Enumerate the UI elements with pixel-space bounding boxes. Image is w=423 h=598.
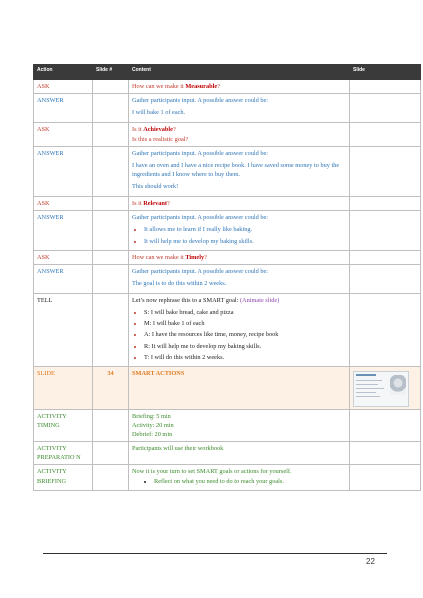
row-action: ACTIVITY PREPARATIO N <box>34 442 93 465</box>
row-action: ASK <box>34 80 93 94</box>
header-slide: Slide <box>350 65 421 80</box>
row-slide-number <box>93 94 129 123</box>
row-slide-image <box>350 264 421 293</box>
list-item: • T: I will do this within 2 weeks. <box>144 353 346 362</box>
row-content: Is it Achievable? Is this a realistic goal? <box>129 123 350 146</box>
table-row <box>34 465 421 490</box>
row-content: Briefing: 5 min Activity: 20 min Debrief: 20 min <box>129 409 350 441</box>
table-row <box>34 211 421 250</box>
list-item: • It will help me to develop my baking skills. <box>144 237 346 246</box>
header-content: Content <box>129 65 350 80</box>
list-item: • Reflect on what you need to do to reach your goals. <box>154 477 346 486</box>
table-row <box>34 264 421 293</box>
list-item: • It allows me to learn if I really like baking. <box>144 225 346 234</box>
row-slide-image <box>350 197 421 211</box>
row-slide-number <box>93 146 129 197</box>
row-action: ANSWER <box>34 94 93 123</box>
row-content: Gather participants input. A possible answer could be: I have an oven and I have a nice recipe book. I have saved some money to buy the ingredients and I know where to buy them. This should work! <box>129 146 350 197</box>
table-row <box>34 294 421 367</box>
table-row <box>34 442 421 465</box>
row-content: Participants will use their workbook <box>129 442 350 465</box>
page-number: 22 <box>366 557 375 566</box>
table-row <box>34 146 421 197</box>
row-content: Let’s now rephrase this to a SMART goal: (Animate slide) • S: I will bake bread, cake and pizza • M: I will bake 1 of each • A: I have the resources like time, money, recipe book • R: It will help me to develop my baking skills. • T: I will do this within 2 weeks. <box>129 294 350 367</box>
row-slide-number <box>93 465 129 490</box>
header-action: Action <box>34 65 93 80</box>
table-row <box>34 250 421 264</box>
row-slide-number <box>93 294 129 367</box>
row-content: Now it is your turn to set SMART goals or actions for yourself. • Reflect on what you need to do to reach your goals. <box>129 465 350 490</box>
row-slide-image <box>350 366 421 409</box>
row-content: Is it Relevant? <box>129 197 350 211</box>
row-slide-number <box>93 409 129 441</box>
table-row <box>34 80 421 94</box>
smart-goal-list <box>132 308 346 362</box>
slide-thumbnail <box>353 371 409 407</box>
table-row <box>34 409 421 441</box>
row-slide-number <box>93 123 129 146</box>
row-slide-number <box>93 264 129 293</box>
list-item: • M: I will bake 1 of each <box>144 319 346 328</box>
list-item: • R: It will help me to develop my baking skills. <box>144 342 346 351</box>
table-row <box>34 197 421 211</box>
facilitator-guide-page <box>33 64 404 491</box>
row-slide-image <box>350 409 421 441</box>
row-action: ASK <box>34 250 93 264</box>
row-action: TELL <box>34 294 93 367</box>
row-slide-image <box>350 123 421 146</box>
briefing-bullet-list <box>132 477 346 486</box>
row-action: ANSWER <box>34 146 93 197</box>
row-content: Gather participants input. A possible answer could be: I will bake 1 of each. <box>129 94 350 123</box>
row-slide-image <box>350 442 421 465</box>
row-slide-number <box>93 211 129 250</box>
row-slide-image <box>350 80 421 94</box>
row-slide-number <box>93 250 129 264</box>
row-action: ANSWER <box>34 264 93 293</box>
row-content: How can we make it Timely? <box>129 250 350 264</box>
session-plan-table <box>33 64 421 491</box>
list-item: • S: I will bake bread, cake and pizza <box>144 308 346 317</box>
table-header-row <box>34 65 421 80</box>
row-action: ANSWER <box>34 211 93 250</box>
row-action: ASK <box>34 123 93 146</box>
table-row <box>34 94 421 123</box>
footer-rule <box>43 553 387 554</box>
row-slide-image <box>350 294 421 367</box>
row-slide-number <box>93 80 129 94</box>
row-slide-image <box>350 211 421 250</box>
row-slide-number: 34 <box>93 366 129 409</box>
row-content: SMART ACTIONS <box>129 366 350 409</box>
header-slide-number: Slide # <box>93 65 129 80</box>
table-row <box>34 366 421 409</box>
row-action: SLIDE <box>34 366 93 409</box>
row-slide-number <box>93 197 129 211</box>
row-action: ASK <box>34 197 93 211</box>
row-slide-image <box>350 465 421 490</box>
row-content: How can we make it Measurable? <box>129 80 350 94</box>
row-slide-image <box>350 146 421 197</box>
row-content: Gather participants input. A possible answer could be: The goal is to do this within 2 weeks. <box>129 264 350 293</box>
row-slide-image <box>350 94 421 123</box>
row-action: ACTIVITY BRIEFING <box>34 465 93 490</box>
row-action: ACTIVITY TIMING <box>34 409 93 441</box>
answer-bullet-list <box>132 225 346 245</box>
row-slide-number <box>93 442 129 465</box>
row-content: Gather participants input. A possible answer could be: • It allows me to learn if I really like baking. • It will help me to develop my baking skills. <box>129 211 350 250</box>
list-item: • A: I have the resources like time, money, recipe book <box>144 330 346 339</box>
table-row <box>34 123 421 146</box>
row-slide-image <box>350 250 421 264</box>
